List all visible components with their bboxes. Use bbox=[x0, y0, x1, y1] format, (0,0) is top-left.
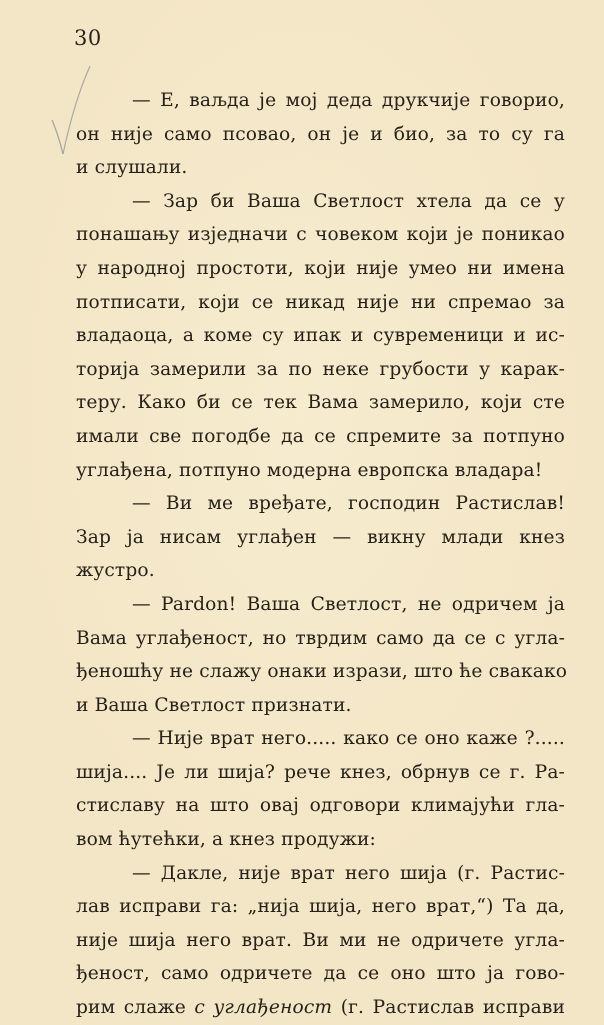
text-line: ђеност, само одричете да се оно што ја гово- bbox=[76, 963, 565, 985]
text-line: у народној простоти, који није умео ни имена bbox=[76, 257, 565, 279]
body-text bbox=[76, 84, 568, 1025]
text-line: — Е, ваљда је мој деда друкчије говорио, bbox=[132, 90, 565, 111]
text-line: није шија него врат. Ви ми не одричете угла- bbox=[76, 929, 565, 951]
text-line: — Ви ме вређате, господин Растислав! bbox=[132, 493, 565, 515]
text-line: — Pardon! Ваша Светлост, не одричем ја bbox=[132, 593, 565, 615]
text-line: понашању изједначи с човеком који је поникао bbox=[76, 224, 565, 246]
text-line: углађена, потпуно модерна европска владара! bbox=[76, 459, 543, 481]
text-line: — Дакле, није врат него шија (г. Растис- bbox=[132, 862, 565, 884]
text-fragment: рим слаже bbox=[76, 997, 195, 1019]
text-line: и Ваша Светлост признати. bbox=[76, 694, 352, 716]
text-line: Зар ја нисам углађен — викну млади кнез bbox=[76, 526, 565, 548]
text-line: — Није врат него..... како се оно каже ?..... bbox=[132, 728, 565, 750]
text-line: вом ћутећки, а кнез продужи: bbox=[76, 829, 376, 851]
text-line: торија замерили за по неке грубости у карак- bbox=[76, 358, 565, 380]
page-number: 30 bbox=[74, 26, 102, 50]
text-line: шија.... Је ли шија? рече кнез, обрнув се г. Ра- bbox=[76, 761, 565, 783]
text-line: он није само псовао, он је и био, за то су га bbox=[76, 123, 565, 145]
text-line: Вама углађеност, но тврдим само да се с угла- bbox=[76, 627, 565, 649]
text-line: владаоца, а коме су ипак и сувременици и ис- bbox=[76, 325, 565, 347]
text-line: и слушали. bbox=[76, 157, 188, 179]
text-fragment: (г. Растислав исправи bbox=[332, 997, 565, 1019]
text-line-final bbox=[76, 991, 565, 1025]
text-line: жустро. bbox=[76, 560, 155, 582]
text-line: стиславу на што овај одговори климајући гла- bbox=[76, 795, 565, 817]
text-line: имали све погодбе да се спремите за потпуно bbox=[76, 425, 565, 447]
italic-fragment: с углађеност bbox=[194, 997, 333, 1019]
text-line: ђеношћу не слажу онаки изрази, што ће свакако bbox=[76, 661, 568, 683]
text-line: потписати, који се никад није ни спремао за bbox=[76, 291, 565, 313]
text-line: — Зар би Ваша Светлост хтела да се у bbox=[132, 190, 565, 212]
text-line: теру. Како би се тек Вама замерило, који сте bbox=[76, 392, 565, 414]
text-line: лав исправи га: „ниjа шија, него врат,“) Та да, bbox=[76, 896, 565, 918]
